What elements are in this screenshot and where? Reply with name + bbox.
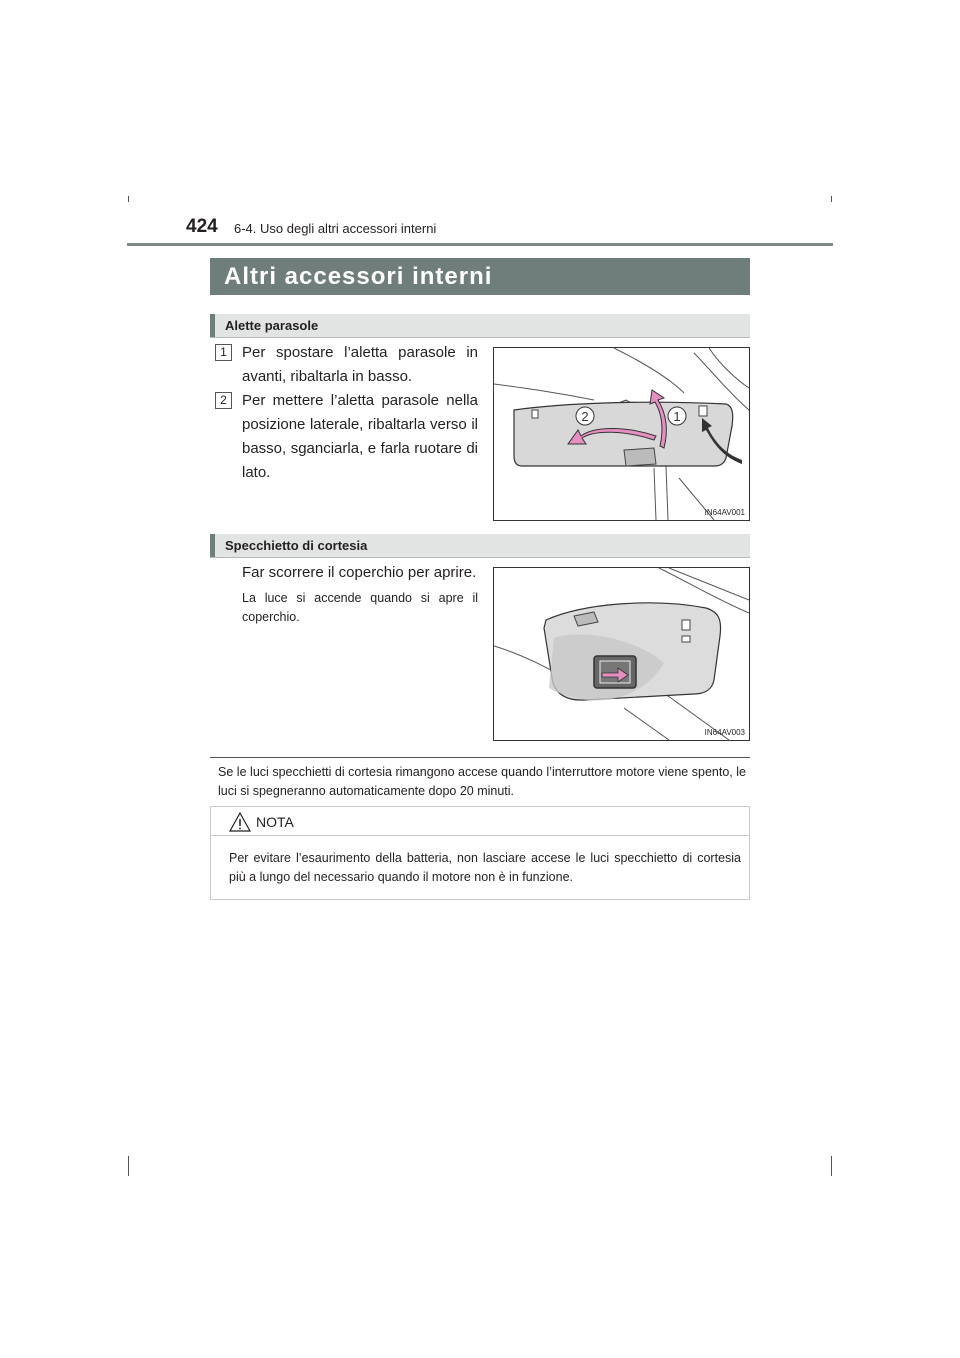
section-reference: 6-4. Uso degli altri accessori interni: [234, 221, 437, 236]
footnote-rule: [210, 757, 750, 758]
sun-visors-heading: [210, 314, 750, 338]
figure-code: IN64AV003: [704, 728, 745, 737]
vanity-mirror-illustration: [493, 567, 750, 741]
crop-mark: [128, 196, 129, 202]
step-text-1: Per spostare l’aletta parasole in avanti, ribaltarla in basso.: [242, 344, 478, 385]
vanity-mirror-heading: [210, 534, 750, 558]
nota-box: [210, 806, 750, 900]
nota-header: [211, 807, 749, 836]
step-badge-1: 1: [215, 344, 232, 361]
mirror-instruction: Far scorrere il coperchio per aprire.: [242, 564, 477, 581]
footnote-text: Se le luci specchietti di cortesia rimangono accese quando l’interruttore motore viene spento, le luci si spegneranno automaticamente dopo 20 minuti.: [218, 765, 746, 798]
crop-mark: [128, 1156, 129, 1176]
sun-visors-heading-label: Alette parasole: [225, 318, 319, 333]
heading-bar: [210, 314, 215, 337]
heading-bar: [210, 534, 215, 557]
sun-visor-drawing: [494, 348, 749, 520]
page-title: Altri accessori interni: [210, 258, 750, 295]
page-number: 424: [186, 216, 218, 237]
callout-1: 1: [673, 409, 681, 424]
figure-code: IN64AV001: [704, 508, 745, 517]
vanity-mirror-drawing: [494, 568, 749, 740]
warning-icon: [229, 812, 251, 832]
step-text-2: Per mettere l’aletta parasole nella posizione laterale, ribaltarla verso il basso, sganciarla, e farla ruotare di lato.: [242, 392, 478, 481]
nota-text: Per evitare l’esaurimento della batteria, non lasciare accese le luci specchietto di cortesia più a lungo del necessario quando il motore non è in funzione.: [229, 851, 741, 884]
nota-label: NOTA: [256, 814, 294, 830]
header-rule: [127, 243, 833, 246]
mirror-subnote: La luce si accende quando si apre il coperchio.: [242, 591, 478, 624]
sun-visor-illustration: [493, 347, 750, 521]
crop-mark: [831, 1156, 832, 1176]
vanity-mirror-heading-label: Specchietto di cortesia: [225, 538, 368, 553]
callout-2: 2: [581, 409, 589, 424]
crop-mark: [831, 196, 832, 202]
step-badge-2: 2: [215, 392, 232, 409]
